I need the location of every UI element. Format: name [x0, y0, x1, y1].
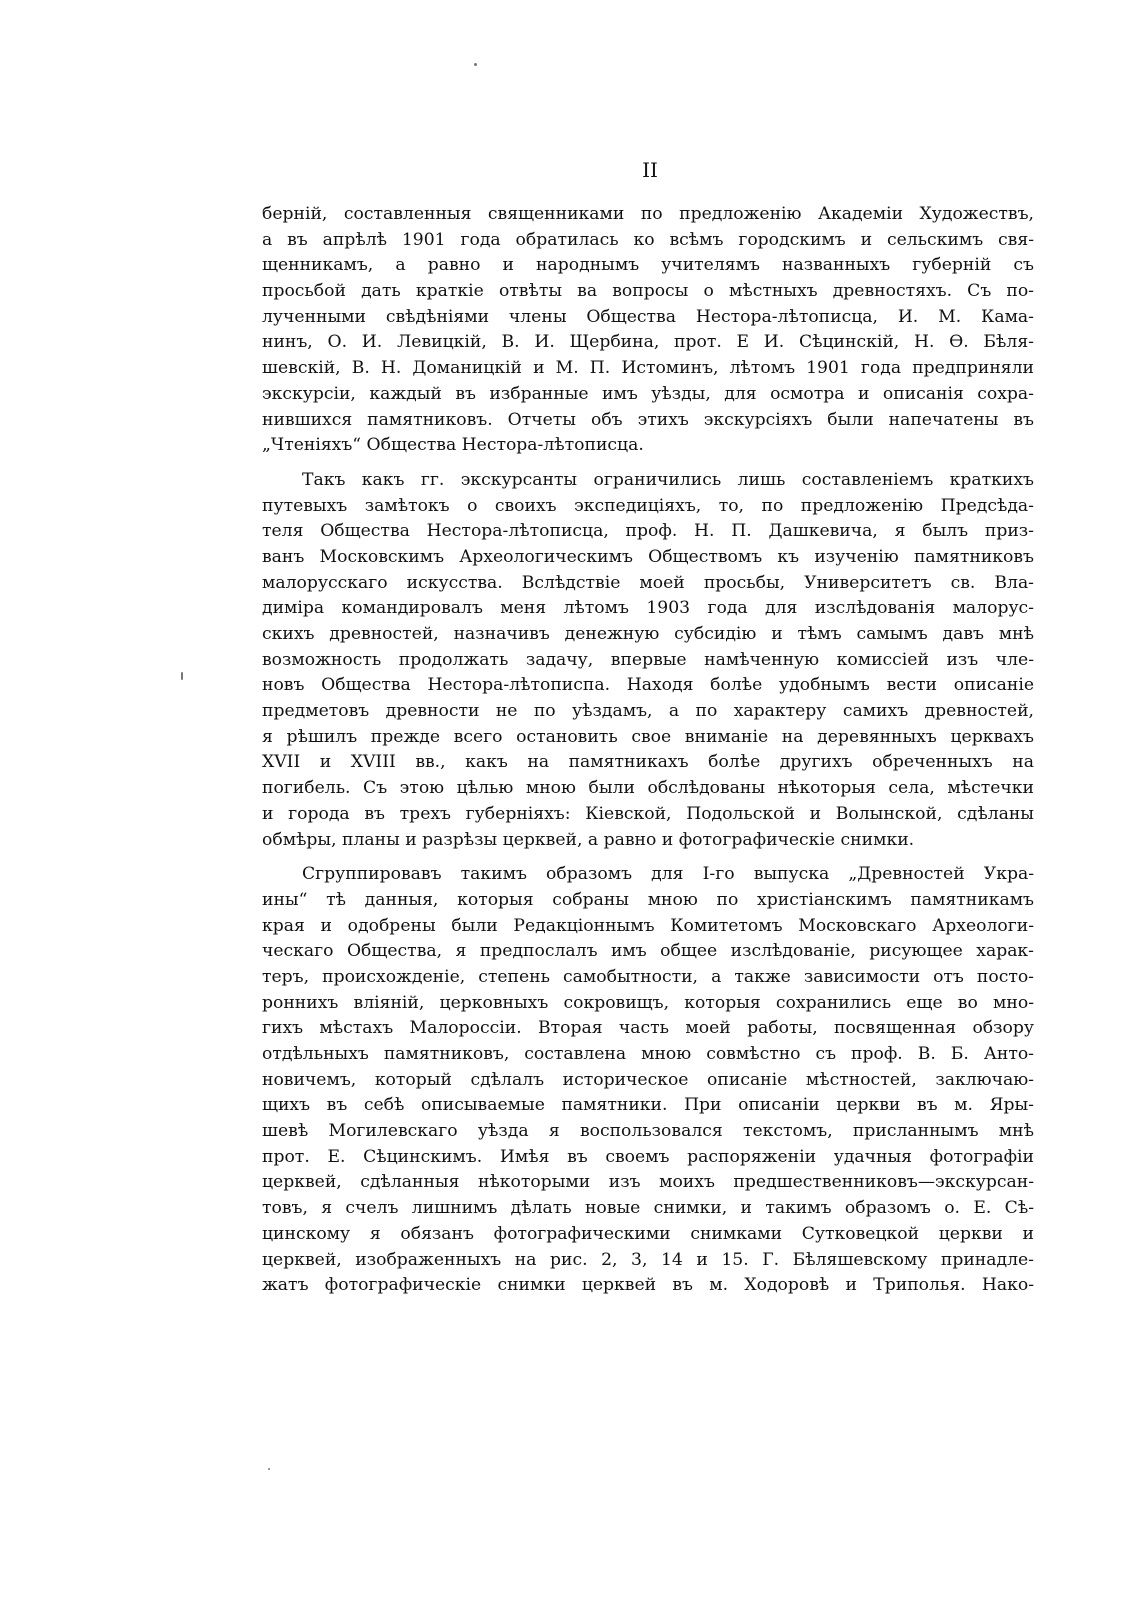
text-line: отдѣльныхъ памятниковъ, составлена мною совмѣстно съ проф. В. Б. Анто- — [262, 1044, 1034, 1064]
text-line: шевѣ Могилевскаго уѣзда я воспользовался текстомъ, присланнымъ мнѣ — [262, 1121, 1034, 1142]
text-line: экскурсіи, каждый въ избранные имъ уѣзды, для осмотра и описанія сохра- — [262, 383, 1034, 404]
text-line: роннихъ вліяній, церковныхъ сокровищъ, которыя сохранились еще во мно- — [262, 992, 1034, 1013]
text-line: теръ, происхожденіе, степень самобытности, а также зависимости отъ посто- — [262, 966, 1034, 987]
body-text — [262, 202, 1034, 1299]
text-line: новъ Общества Нестора-лѣтописпа. Находя болѣе удобнымъ вести описаніе — [262, 675, 1034, 696]
page-number: II — [642, 158, 658, 182]
text-line: щихъ въ себѣ описываемые памятники. При описаніи церкви въ м. Яры- — [262, 1095, 1034, 1116]
text-line: товъ, я счелъ лишнимъ дѣлать новые снимки, и такимъ образомъ о. Е. Сѣ- — [262, 1198, 1034, 1219]
text-line: жатъ фотографическіе снимки церквей въ м. Ходоровѣ и Триполья. Нако- — [262, 1275, 1034, 1296]
text-line: Сгруппировавъ такимъ образомъ для І-го выпуска „Древностей Укра- — [302, 864, 1034, 885]
text-line: новичемъ, который сдѣлалъ историческое описаніе мѣстностей, заключаю- — [262, 1069, 1034, 1090]
text-line: просьбой дать краткіе отвѣты ва вопросы о мѣстныхъ древностяхъ. Съ по- — [262, 281, 1034, 302]
text-line: малорусскаго искусства. Вслѣдствіе моей просьбы, Университетъ св. Вла- — [262, 572, 1034, 593]
text-line: а въ апрѣлѣ 1901 года обратилась ко всѣмъ городскимъ и сельскимъ свя- — [262, 229, 1034, 250]
paragraph-1 — [262, 202, 1034, 459]
text-line: гихъ мѣстахъ Малороссіи. Вторая часть моей работы, посвященная обзору — [262, 1018, 1034, 1039]
text-line: диміра командировалъ меня лѣтомъ 1903 года для изслѣдованія малорус- — [262, 598, 1034, 619]
ink-speck — [474, 63, 477, 66]
text-line: XVII и XVIII вв., какъ на памятникахъ болѣе другихъ обреченныхъ на — [262, 752, 1034, 773]
text-line: нившихся памятниковъ. Отчеты объ этихъ экскурсіяхъ были напечатены въ — [262, 409, 1034, 430]
text-line: предметовъ древности не по уѣздамъ, а по характеру самихъ древностей, — [262, 701, 1034, 722]
text-line: обмѣры, планы и разрѣзы церквей, а равно и фотографическіе снимки. — [262, 829, 915, 850]
text-line: теля Общества Нестора-лѣтописца, проф. Н. П. Дашкевича, я былъ приз- — [262, 521, 1034, 542]
text-line: погибель. Съ этою цѣлью мною были обслѣдованы нѣкоторыя села, мѣстечки — [262, 778, 1034, 799]
text-line: шевскій, В. Н. Доманицкій и М. П. Истоминъ, лѣтомъ 1901 года предприняли — [262, 358, 1034, 379]
text-line: нинъ, О. И. Левицкій, В. И. Щербина, прот. Е И. Сѣцинскій, Н. Ѳ. Бѣля- — [262, 332, 1034, 353]
text-line: края и одобрены были Редакціоннымъ Комитетомъ Московскаго Археологи- — [262, 915, 1034, 936]
text-line: лученными свѣдѣніями члены Общества Нестора-лѣтописца, И. М. Кама- — [262, 306, 1034, 327]
text-line: щенникамъ, а равно и народнымъ учителямъ названныхъ губерній съ — [262, 255, 1034, 276]
text-line: церквей, сдѣланныя нѣкоторыми изъ моихъ предшественниковъ—экскурсан- — [262, 1172, 1034, 1193]
text-line: ванъ Московскимъ Археологическимъ Обществомъ къ изученію памятниковъ — [262, 546, 1034, 567]
text-line: церквей, изображенныхъ на рис. 2, 3, 14 и 15. Г. Бѣляшевскому принадле- — [262, 1249, 1034, 1270]
text-line: берній, составленныя священниками по предложенію Академіи Художествъ, — [262, 204, 1034, 224]
text-line: „Чтеніяхъ“ Общества Нестора-лѣтописца. — [262, 435, 644, 456]
paragraph-spacing — [262, 853, 1034, 862]
text-line: и города въ трехъ губерніяхъ: Кіевской, Подольской и Волынской, сдѣланы — [262, 803, 1034, 824]
text-line: цинскому я обязанъ фотографическими снимками Сутковецкой церкви и — [262, 1223, 1034, 1244]
ink-speck — [268, 1468, 270, 1470]
text-line: скихъ древностей, назначивъ денежную субсидію и тѣмъ самымъ давъ мнѣ — [262, 624, 1034, 644]
paragraph-3 — [262, 862, 1034, 1299]
paragraph-2 — [262, 468, 1034, 853]
text-line: путевыхъ замѣтокъ о своихъ экспедиціяхъ, то, по предложенію Предсѣда- — [262, 495, 1034, 516]
text-line: возможность продолжать задачу, впервые намѣченную комиссіей изъ чле- — [262, 649, 1034, 670]
text-line: Такъ какъ гг. экскурсанты ограничились лишь составленіемъ краткихъ — [302, 469, 1034, 490]
text-line: я рѣшилъ прежде всего остановить свое вниманіе на деревянныхъ церквахъ — [262, 726, 1034, 747]
text-line: ины“ тѣ данныя, которыя собраны мною по христіанскимъ памятникамъ — [262, 889, 1034, 910]
text-line: прот. Е. Сѣцинскимъ. Имѣя въ своемъ распоряженіи удачныя фотографіи — [262, 1146, 1034, 1167]
paragraph-spacing — [262, 459, 1034, 468]
ink-speck — [181, 672, 183, 680]
text-line: ческаго Общества, я предпослалъ имъ общее изслѣдованіе, рисующее харак- — [262, 941, 1034, 962]
